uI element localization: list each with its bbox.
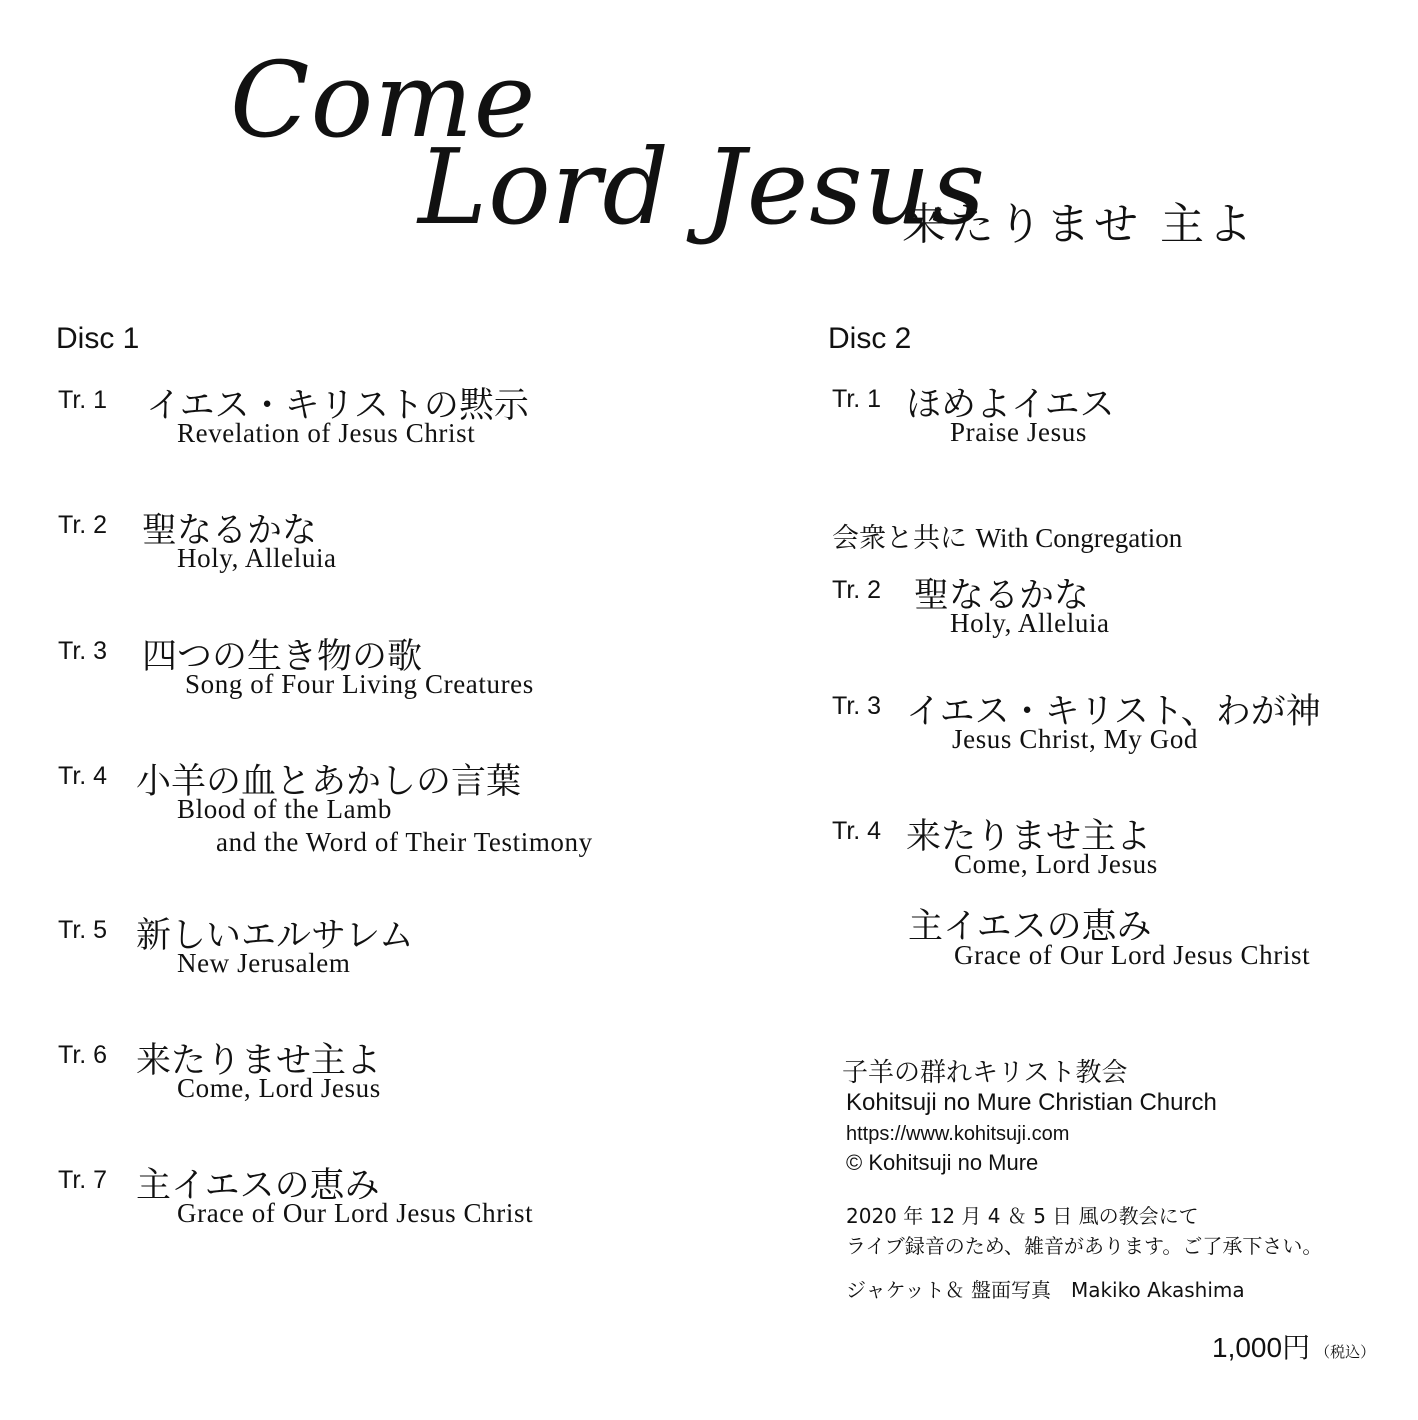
track-title-jp-line-2: 主イエスの恵み: [908, 907, 1152, 947]
track-title-en: Praise Jesus: [950, 417, 1087, 447]
track-title-jp: 四つの生き物の歌: [142, 637, 423, 677]
track-number: Tr. 5: [58, 916, 108, 944]
track-title-jp: ほめよイエス: [906, 385, 1115, 425]
track-title-jp: 聖なるかな: [142, 511, 318, 551]
track-number: Tr. 6: [58, 1041, 108, 1069]
congregation-label: [832, 516, 1182, 555]
track-title-en: Revelation of Jesus Christ: [177, 418, 476, 448]
track-number: Tr. 7: [58, 1166, 108, 1194]
track-title-jp: 主イエスの恵み: [136, 1166, 380, 1206]
church-name-jp: 子羊の群れキリスト教会: [842, 1058, 1128, 1088]
track-number: Tr. 2: [58, 511, 108, 539]
track-number: Tr. 1: [58, 386, 108, 414]
track-title-jp: 小羊の血とあかしの言葉: [136, 762, 522, 802]
congregation-label-jp: 会衆と共に: [832, 523, 967, 554]
track-title-jp: 聖なるかな: [914, 576, 1090, 616]
track-title-en: Blood of the Lamb: [177, 794, 392, 824]
track-number: Tr. 2: [832, 576, 882, 604]
album-title-line-2: Lord Jesus: [418, 126, 986, 248]
price-tax-note: （税込）: [1315, 1343, 1376, 1361]
church-name-en: Kohitsuji no Mure Christian Church: [846, 1089, 1217, 1116]
track-title-en: Holy, Alleluia: [950, 608, 1110, 638]
track-number: Tr. 3: [832, 692, 882, 720]
track-title-en: Come, Lord Jesus: [177, 1073, 381, 1103]
recording-noise-notice: ライブ録音のため、雑音があります。ご了承下さい。: [846, 1234, 1323, 1258]
track-number: Tr. 4: [58, 762, 108, 790]
track-title-jp: 来たりませ主よ: [906, 817, 1152, 857]
price-value: 1,000円: [1212, 1332, 1311, 1363]
track-title-en-line-2: Grace of Our Lord Jesus Christ: [954, 940, 1311, 970]
track-number: Tr. 3: [58, 637, 108, 665]
track-title-en: New Jerusalem: [177, 948, 351, 978]
track-title-en: Song of Four Living Creatures: [185, 669, 534, 699]
track-title-jp: イエス・キリスト、わが神: [906, 692, 1321, 732]
congregation-label-en: With Congregation: [975, 523, 1183, 553]
album-title-line-1: Come: [230, 39, 537, 161]
track-title-en-line-2: and the Word of Their Testimony: [216, 827, 593, 857]
track-title-en: Jesus Christ, My God: [952, 724, 1199, 754]
track-title-en: Come, Lord Jesus: [954, 849, 1158, 879]
recording-date-venue: 2020 年 12 月 4 ＆ 5 日 風の教会にて: [846, 1204, 1199, 1228]
photo-credit: ジャケット＆ 盤面写真 Makiko Akashima: [846, 1278, 1245, 1302]
track-number: Tr. 1: [832, 385, 882, 413]
church-url: https://www.kohitsuji.com: [846, 1123, 1070, 1145]
track-title-jp: 新しいエルサレム: [136, 916, 414, 956]
price: [1212, 1326, 1375, 1366]
track-title-jp: イエス・キリストの黙示: [146, 386, 529, 426]
album-title-japanese: 来たりませ 主よ: [902, 199, 1256, 250]
track-number: Tr. 4: [832, 817, 882, 845]
track-title-jp: 来たりませ主よ: [136, 1041, 382, 1081]
track-title-en: Holy, Alleluia: [177, 543, 337, 573]
track-title-en: Grace of Our Lord Jesus Christ: [177, 1198, 534, 1228]
disc1-heading: Disc 1: [56, 322, 140, 355]
disc2-heading: Disc 2: [828, 322, 912, 355]
copyright-notice: © Kohitsuji no Mure: [846, 1150, 1039, 1175]
